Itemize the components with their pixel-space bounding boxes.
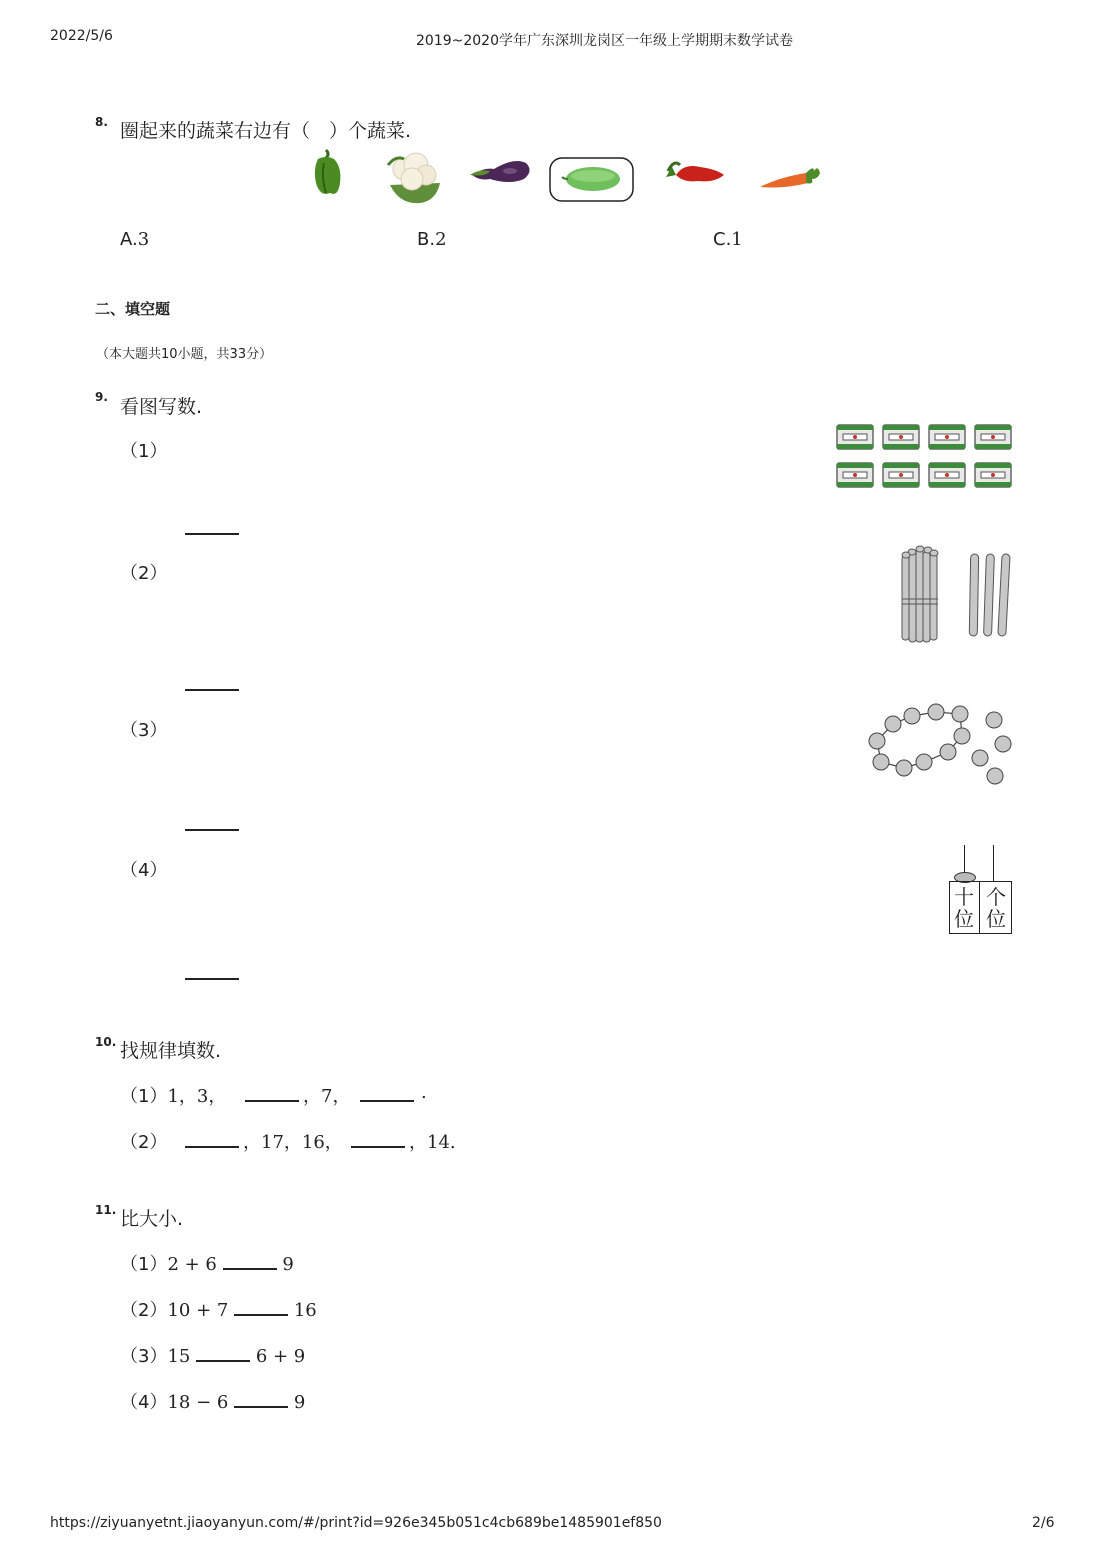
compare-right: 9 — [282, 1254, 294, 1275]
question-number: 9. — [95, 390, 108, 404]
doc-title: 2019~2020学年广东深圳龙岗区一年级上学期期末数学试卷 — [416, 33, 793, 49]
eggplant-icon — [470, 161, 530, 182]
compare-left: 10 + 7 — [167, 1300, 229, 1321]
question-number: 8. — [95, 115, 108, 129]
section-title: 二、填空题 — [95, 300, 171, 318]
sequence-text: . — [421, 1082, 427, 1103]
red-pepper-icon — [666, 163, 724, 181]
beads-figure — [864, 700, 1014, 790]
sequence-text: ，17，16， — [243, 1132, 343, 1153]
part-label: （2） — [120, 1300, 168, 1321]
part-label: （2） — [120, 563, 168, 584]
sequence-text: ，7， — [303, 1086, 351, 1107]
answer-blank[interactable] — [185, 978, 239, 980]
answer-blank[interactable] — [351, 1146, 405, 1148]
footer-url[interactable]: https://ziyuanyetnt.jiaoyanyun.com/#/print?id=926e345b051c4cb689be1485901ef850 — [50, 1515, 662, 1531]
sticks-figure — [898, 544, 1014, 644]
wax-gourd-icon — [550, 158, 633, 201]
question-number: 10. — [95, 1035, 117, 1049]
print-date: 2022/5/6 — [50, 28, 113, 44]
option-value: 3 — [137, 229, 150, 250]
compare-left: 15 — [167, 1346, 191, 1367]
option-letter: B. — [417, 229, 436, 250]
answer-blank[interactable] — [234, 1405, 288, 1408]
option-letter: A. — [120, 229, 138, 250]
part-label: （2） — [120, 1132, 168, 1153]
answer-blank[interactable] — [360, 1100, 414, 1102]
question-number: 11. — [95, 1203, 117, 1217]
option-a[interactable] — [120, 229, 149, 250]
option-c[interactable] — [713, 229, 743, 250]
compare-right: 6 + 9 — [255, 1346, 306, 1367]
sequence-text: ，14. — [409, 1132, 456, 1153]
green-pepper-icon — [315, 150, 341, 194]
question-text: 圈起来的蔬菜右边有（ ）个蔬菜. — [120, 120, 412, 142]
compare-row-3 — [120, 1342, 305, 1368]
answer-blank[interactable] — [185, 829, 239, 831]
part-label: （1） — [120, 1086, 168, 1107]
question-text: 找规律填数. — [120, 1040, 222, 1062]
ones-label: 个 位 — [986, 885, 1006, 931]
answer-blank[interactable] — [196, 1359, 250, 1362]
option-value: 1 — [731, 229, 743, 250]
compare-right: 9 — [293, 1392, 306, 1413]
page-number: 2/6 — [1032, 1515, 1055, 1531]
compare-right: 16 — [293, 1300, 317, 1321]
part-label: （3） — [120, 720, 168, 741]
answer-blank[interactable] — [185, 689, 239, 691]
answer-blank[interactable] — [185, 1146, 239, 1148]
abacus-figure — [946, 845, 1014, 937]
option-letter: C. — [713, 229, 732, 250]
question-text: 看图写数. — [120, 396, 203, 418]
vegetables-row — [300, 145, 830, 210]
sequence-text: 1，3， — [167, 1086, 227, 1107]
part-label: （1） — [120, 1254, 168, 1275]
answer-blank[interactable] — [185, 533, 239, 535]
option-value: 2 — [435, 229, 447, 250]
cauliflower-icon — [388, 153, 440, 203]
compare-left: 2 + 6 — [167, 1254, 217, 1275]
answer-blank[interactable] — [234, 1313, 288, 1316]
tens-label: 十 位 — [954, 885, 974, 931]
compare-row-1 — [120, 1250, 294, 1276]
question-text: 比大小. — [120, 1208, 184, 1230]
sequence-row-1 — [120, 1082, 226, 1108]
part-label: （3） — [120, 1346, 168, 1367]
sharpeners-figure — [836, 424, 1014, 490]
part-label: （4） — [120, 860, 168, 881]
option-b[interactable] — [417, 229, 447, 250]
part-label: （1） — [120, 441, 168, 462]
answer-blank[interactable] — [245, 1100, 299, 1102]
compare-left: 18 − 6 — [167, 1392, 229, 1413]
compare-row-2 — [120, 1296, 317, 1322]
answer-blank[interactable] — [223, 1267, 277, 1270]
compare-row-4 — [120, 1388, 305, 1414]
carrot-icon — [760, 168, 820, 187]
part-label: （4） — [120, 1392, 168, 1413]
section-note: （本大题共10小题，共33分） — [96, 347, 273, 362]
